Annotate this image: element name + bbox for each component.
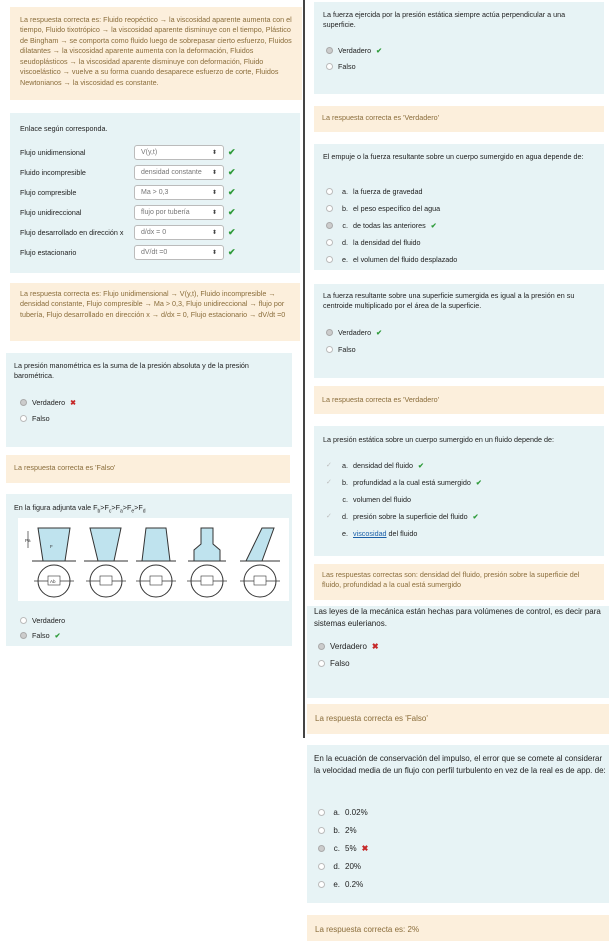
option-label: Verdadero [330, 642, 367, 651]
question-text: La presión manométrica es la suma de la presión absoluta y de la presión barométrica. [14, 361, 249, 381]
check-icon: ✔ [228, 207, 236, 217]
question-text: La fuerza resultante sobre una superficie sumergida es igual a la presión en su centroide multiplicado por el área de la superficie. [323, 291, 575, 311]
question-mechanics-laws [307, 606, 609, 698]
feedback-text: Las respuestas correctas son: densidad del fluido, presión sobre la superficie del fluido, profundidad a la cual está sumergido [322, 570, 580, 590]
radio-button[interactable] [318, 660, 325, 667]
option-letter: c. [342, 495, 348, 504]
feedback-text: La respuesta correcta es 'Falso' [315, 714, 428, 723]
option-label: 0.02% [345, 808, 368, 817]
option-label: la fuerza de gravedad [353, 187, 423, 196]
feedback-text: La respuesta correcta es 'Verdadero' [322, 113, 440, 122]
option-d[interactable] [318, 862, 361, 871]
feedback-text: La respuesta correcta es 'Falso' [14, 463, 116, 472]
select-value: flujo por tubería [141, 209, 190, 216]
option-letter: e. [342, 255, 348, 264]
question-text: La presión estática sobre un cuerpo sumergido en un fluido depende de: [323, 435, 554, 444]
match-label: Flujo unidimensional [20, 148, 86, 157]
match-select[interactable] [134, 225, 224, 240]
select-value: V(y,t) [141, 149, 158, 156]
radio-button[interactable] [20, 617, 27, 624]
radio-button[interactable] [20, 399, 27, 406]
feedback-text: La respuesta correcta es 'Verdadero' [322, 395, 440, 404]
radio-button[interactable] [318, 881, 325, 888]
match-row [20, 185, 236, 200]
match-label: Flujo compresible [20, 188, 77, 197]
option-false[interactable] [326, 345, 356, 354]
option-letter: a. [333, 808, 340, 817]
cross-icon: ✖ [371, 642, 379, 651]
feedback-matching [10, 283, 300, 341]
option-label: la densidad del fluido [353, 238, 421, 247]
option-a[interactable] [326, 187, 423, 196]
option-false[interactable] [20, 414, 50, 423]
column-divider [303, 0, 305, 738]
match-select[interactable] [134, 245, 224, 260]
option-label: Falso [32, 414, 50, 423]
feedback-impulse [307, 915, 609, 941]
option-letter: a. [342, 461, 348, 470]
vessel-c [142, 528, 170, 561]
feedback-static-force [314, 106, 604, 132]
option-true[interactable] [20, 616, 65, 625]
radio-button[interactable] [326, 239, 333, 246]
option-letter: e. [342, 529, 348, 538]
radio-button[interactable] [326, 63, 333, 70]
option-letter: a. [342, 187, 348, 196]
vessels-figure [18, 518, 289, 601]
check-icon: ✔ [376, 328, 383, 337]
match-row [20, 205, 236, 220]
question-text: Las leyes de la mecánica están hechas para volúmenes de control, es decir para sistemas eulerianos. [314, 607, 601, 628]
option-label: profundidad a la cual está sumergido [353, 478, 471, 487]
option-label: viscosidad del fluido [353, 529, 418, 538]
option-letter: d. [342, 238, 348, 247]
option-letter: b. [342, 204, 348, 213]
figure-label-pa: Pa [25, 538, 31, 543]
check-icon: ✔ [228, 167, 236, 177]
question-text: En la ecuación de conservación del impulso, el error que se comete al considerar la velocidad media de un flujo con perfil turbulento en vez de la real es de app. de: [314, 754, 606, 775]
feedback-resultant-force [314, 386, 604, 414]
option-label: densidad del fluido [353, 461, 413, 470]
option-a[interactable] [318, 808, 368, 817]
option-label: 5% [345, 844, 357, 853]
dropdown-arrow-icon: ⬍ [211, 150, 217, 156]
select-value: densidad constante [141, 169, 202, 176]
check-icon: ✔ [472, 512, 479, 521]
match-row [20, 165, 236, 180]
option-label: volumen del fluido [353, 495, 411, 504]
option-false[interactable] [326, 62, 356, 71]
option-true[interactable] [326, 328, 382, 337]
question-text: En la figura adjunta vale $F_b>F_c>F_a>F_e>F_d$ [14, 503, 146, 515]
feedback-text: La respuesta correcta es: Flujo unidimensional → V(y,t), Fluido incompresible → densidad constante, Flujo compresible → Ma > 0,3, Flujo unidireccional → flujo por tubería, Flujo desarrollado en dirección x → d/dx = 0, Flujo estacionario → dV/dt =0 [20, 289, 286, 319]
figure-label-f: F [50, 544, 53, 549]
option-label: Falso [330, 659, 350, 668]
radio-button[interactable] [326, 256, 333, 263]
option-false[interactable] [318, 659, 350, 668]
option-letter: e. [333, 880, 340, 889]
option-label: Falso [338, 345, 356, 354]
feedback-manometric [6, 455, 290, 483]
match-row [20, 245, 236, 260]
checkbox[interactable]: ✓ [326, 462, 332, 469]
dropdown-arrow-icon: ⬍ [211, 190, 217, 196]
radio-button[interactable] [318, 827, 325, 834]
option-letter: c. [333, 844, 340, 853]
option-letter: b. [342, 478, 348, 487]
feedback-text: La respuesta correcta es: 2% [315, 925, 420, 934]
option-label: 0.2% [345, 880, 364, 889]
checkbox[interactable]: ✓ [326, 513, 332, 520]
option-label: el peso específico del agua [353, 204, 441, 213]
check-icon: ✔ [417, 461, 424, 470]
option-b[interactable] [318, 826, 357, 835]
option-e[interactable] [318, 880, 363, 889]
option-b[interactable] [326, 204, 440, 213]
option-true[interactable] [318, 642, 379, 651]
option-label: presión sobre la superficie del fluido [353, 512, 468, 521]
dropdown-arrow-icon: ⬍ [211, 170, 217, 176]
option-c[interactable] [326, 221, 437, 230]
option-c[interactable] [318, 844, 368, 853]
radio-button[interactable] [318, 863, 325, 870]
radio-button[interactable] [326, 222, 333, 229]
select-value: Ma > 0,3 [141, 189, 169, 196]
check-icon: ✔ [54, 631, 61, 640]
match-select[interactable] [134, 145, 224, 160]
option-letter: b. [333, 826, 340, 835]
option-true[interactable] [20, 398, 76, 407]
figure-label-ab: Ab [50, 579, 56, 584]
match-select[interactable] [134, 185, 224, 200]
option-label: el volumen del fluido desplazado [353, 255, 458, 264]
option-e[interactable] [326, 529, 417, 538]
match-label: Flujo unidireccional [20, 208, 82, 217]
radio-button[interactable] [20, 415, 27, 422]
radio-button[interactable] [326, 47, 333, 54]
match-label: Fluido incompresible [20, 168, 86, 177]
checkbox[interactable] [326, 496, 333, 503]
match-label: Flujo estacionario [20, 248, 77, 257]
feedback-static-pressure [314, 564, 604, 600]
option-b[interactable] [326, 478, 482, 487]
checkbox[interactable]: ✓ [326, 479, 332, 486]
option-label: de todas las anteriores [353, 221, 426, 230]
match-label: Flujo desarrollado en dirección x [20, 228, 124, 237]
option-label: 2% [345, 826, 357, 835]
radio-button[interactable] [326, 188, 333, 195]
radio-button[interactable] [326, 346, 333, 353]
option-c[interactable] [326, 495, 411, 504]
option-label: 20% [345, 862, 362, 871]
question-text: La fuerza ejercida por la presión estática siempre actúa perpendicular a una superficie. [323, 10, 566, 30]
match-row [20, 145, 236, 160]
check-icon: ✔ [475, 478, 482, 487]
check-icon: ✔ [430, 221, 437, 230]
checkbox[interactable] [326, 530, 333, 537]
check-icon: ✔ [228, 227, 236, 237]
option-label: Falso [32, 631, 50, 640]
select-value: dV/dt =0 [141, 249, 168, 256]
option-d[interactable] [326, 512, 479, 521]
check-icon: ✔ [228, 247, 236, 257]
question-prefix: En la figura adjunta vale F [14, 503, 98, 512]
radio-button[interactable] [326, 329, 333, 336]
option-label: Verdadero [32, 398, 66, 407]
dropdown-arrow-icon: ⬍ [211, 230, 217, 236]
option-e[interactable] [326, 255, 457, 264]
option-d[interactable] [326, 238, 421, 247]
option-label: Verdadero [338, 46, 372, 55]
question-text: El empuje o la fuerza resultante sobre un cuerpo sumergido en agua depende de: [323, 152, 584, 161]
radio-button[interactable] [318, 845, 325, 852]
dropdown-arrow-icon: ⬍ [211, 210, 217, 216]
option-label: Falso [338, 62, 356, 71]
check-icon: ✔ [228, 147, 236, 157]
option-letter: d. [333, 862, 340, 871]
radio-button[interactable] [326, 205, 333, 212]
option-true[interactable] [326, 46, 382, 55]
dropdown-arrow-icon: ⬍ [211, 250, 217, 256]
option-label: Verdadero [32, 616, 66, 625]
feedback-text: La respuesta correcta es: Fluido reopéctico → la viscosidad aparente aumenta con el tiempo, Fluido tixotrópico → la viscosidad aparente disminuye con el tiempo, Plástico de Bingham → se comporta como fluido luego de sobrepasar cierto esfuerzo, Fluidos dilatantes → la viscosidad aparente aumenta con la deformación, Fluidos seudoplásticos → la viscosidad aparente disminuye con deformación, Fluido viscoelástico → vuelve a su forma cuando desaparece esfuerzo de corte, Fluidos Newtonianos → la viscosidad es constante. [20, 15, 292, 87]
feedback-matching-previous [10, 7, 302, 100]
feedback-mechanics-laws [307, 704, 609, 734]
option-a[interactable] [326, 461, 424, 470]
cross-icon: ✖ [70, 398, 77, 407]
check-icon: ✔ [228, 187, 236, 197]
radio-button[interactable] [318, 809, 325, 816]
option-label: Verdadero [338, 328, 372, 337]
option-false[interactable] [20, 631, 61, 640]
option-letter: c. [342, 221, 348, 230]
select-value: d/dx = 0 [141, 229, 167, 236]
match-row [20, 225, 236, 240]
radio-button[interactable] [20, 632, 27, 639]
match-select[interactable] [134, 165, 224, 180]
question-text: Enlace según corresponda. [20, 124, 108, 133]
vessel-a [38, 528, 70, 561]
check-icon: ✔ [376, 46, 383, 55]
radio-button[interactable] [318, 643, 325, 650]
option-letter: d. [342, 512, 348, 521]
match-select[interactable] [134, 205, 224, 220]
cross-icon: ✖ [361, 844, 369, 853]
